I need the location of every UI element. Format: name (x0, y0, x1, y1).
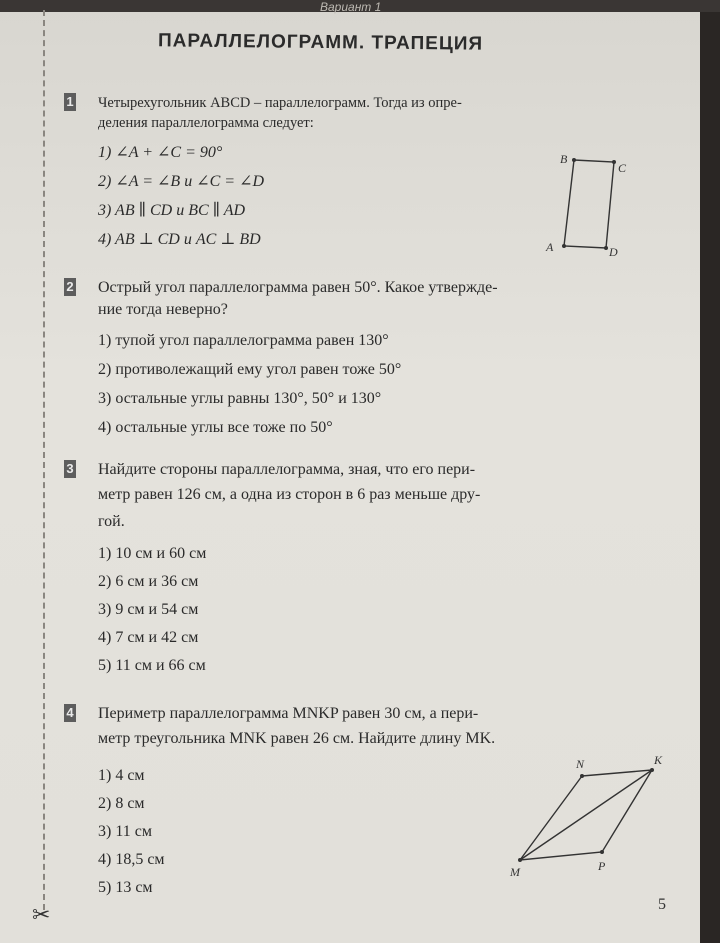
cut-line (43, 10, 45, 910)
option: 1) тупой угол параллелограмма равен 130° (98, 332, 389, 349)
task-question-line: гой. (98, 513, 125, 530)
option: 3) остальные углы равны 130°, 50° и 130° (98, 390, 382, 407)
task-question-line: ние тогда неверно? (98, 301, 228, 318)
vertex-label: P (598, 859, 606, 873)
option: 5) 11 см и 66 см (98, 657, 206, 674)
task-question-line: метр треугольника MNK равен 26 см. Найдите длину MK. (98, 730, 496, 747)
vertex-label: C (618, 161, 627, 175)
parallelogram-mnkp-figure (500, 752, 680, 882)
option: 3) 9 см и 54 см (98, 601, 199, 618)
option: 4) 18,5 см (98, 851, 165, 868)
task-question-line: Периметр параллелограмма MNKP равен 30 см, а пери- (98, 705, 479, 722)
vertex-label: B (560, 152, 568, 166)
task-number: 3 (64, 460, 76, 478)
vertex-label: K (654, 753, 663, 767)
option: 2) 6 см и 36 см (98, 573, 199, 590)
option: 3) AB ∥ CD и BC ∥ AD (98, 202, 246, 219)
vertex-label: N (576, 757, 585, 771)
task-number: 2 (64, 278, 76, 296)
task-number: 4 (64, 704, 76, 722)
option: 2) ∠A = ∠B и ∠C = ∠D (98, 173, 265, 190)
vertex-label: D (609, 245, 618, 258)
option: 4) остальные углы все тоже по 50° (98, 419, 333, 436)
scissors-icon: ✂ (32, 902, 51, 927)
task-number: 1 (64, 93, 76, 111)
task-question-line: Острый угол параллелограмма равен 50°. Какое утвержде- (98, 279, 498, 296)
option: 3) 11 см (98, 823, 152, 840)
header-variant-text: Вариант 1 (320, 0, 382, 14)
option: 5) 13 см (98, 879, 153, 896)
task-question-line: метр равен 126 см, а одна из сторон в 6 раз меньше дру- (98, 486, 481, 503)
option: 2) противолежащий ему угол равен тоже 50° (98, 361, 402, 378)
vertex-label: M (510, 865, 520, 879)
parallelogram-abcd-figure (538, 148, 638, 258)
option: 1) ∠A + ∠C = 90° (98, 144, 223, 161)
option: 4) 7 см и 42 см (98, 629, 199, 646)
option: 1) 4 см (98, 767, 145, 784)
task-question-line: Найдите стороны параллелограмма, зная, что его пери- (98, 461, 476, 478)
option: 1) 10 см и 60 см (98, 545, 207, 562)
page-title: ПАРАЛЛЕЛОГРАММ. ТРАПЕЦИЯ (157, 30, 484, 55)
task-question-line: деления параллелограмма следует: (98, 115, 314, 131)
page-top-edge (0, 0, 720, 12)
task-question-line: Четырехугольник ABCD – параллелограмм. Тогда из опре- (98, 95, 462, 111)
page-number: 5 (658, 896, 666, 913)
vertex-label: A (546, 240, 554, 254)
option: 2) 8 см (98, 795, 145, 812)
option: 4) AB ⊥ CD и AC ⊥ BD (98, 231, 261, 248)
